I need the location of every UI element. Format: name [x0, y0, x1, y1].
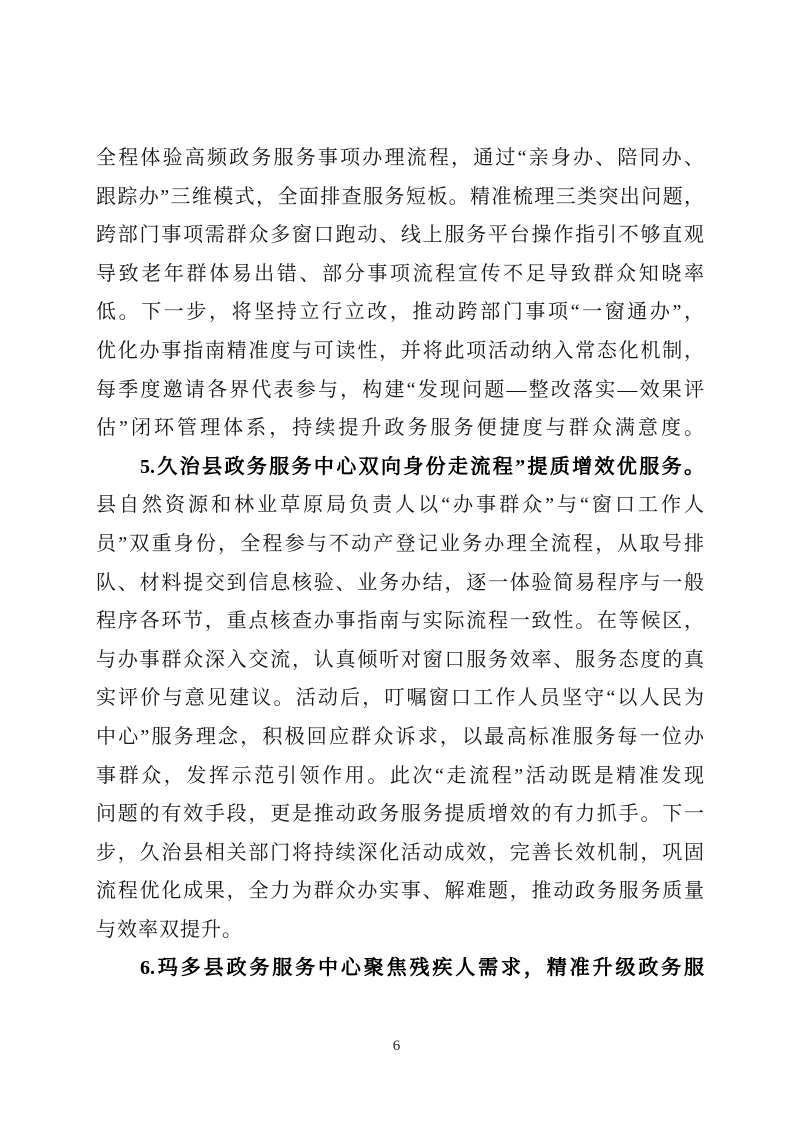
text-line: 跨部门事项需群众多窗口跑动、线上服务平台操作指引不够直观: [96, 224, 704, 247]
text-line: 实评价与意见建议。活动后，叮嘱窗口工作人员坚守“以人民为: [96, 687, 704, 710]
text-line: 与效率双提升。: [96, 918, 243, 941]
text-line: 中心”服务理念，积极回应群众诉求，以最高标准服务每一位办: [96, 725, 704, 748]
text-line: 全程体验高频政务服务事项办理流程，通过“亲身办、陪同办、: [96, 147, 704, 169]
text-line: 低。下一步，将坚持立行立改，推动跨部门事项“一窗通办”，: [96, 301, 704, 324]
text-line: 导致老年群体易出错、部分事项流程宣传不足导致群众知晓率: [96, 262, 704, 285]
text-line: 程序各环节，重点核查办事指南与实际流程一致性。在等候区，: [96, 610, 704, 633]
text-line: 跟踪办”三维模式，全面排查服务短板。精准梳理三类突出问题，: [96, 185, 704, 208]
text-line: 问题的有效手段，更是推动政务服务提质增效的有力抓手。下一: [96, 803, 704, 826]
text-line: 每季度邀请各界代表参与，构建“发现问题—整改落实—效果评: [96, 378, 704, 401]
text-line: 事群众，发挥示范引领作用。此次“走流程”活动既是精准发现: [96, 764, 704, 787]
text-line: 县自然资源和林业草原局负责人以“办事群众”与“窗口工作人: [96, 494, 704, 517]
text-line: 估”闭环管理体系，持续提升政务服务便捷度与群众满意度。: [96, 417, 704, 440]
section-heading: 5.久治县政务服务中心双向身份走流程”提质增效优服务。: [140, 455, 704, 478]
text-line: 优化办事指南精准度与可读性，并将此项活动纳入常态化机制，: [96, 339, 704, 362]
document-body: [96, 139, 704, 988]
text-line: 步，久治县相关部门将持续深化活动成效，完善长效机制，巩固: [96, 841, 704, 864]
page-number: 6: [392, 1038, 401, 1054]
text-line: 与办事群众深入交流，认真倾听对窗口服务效率、服务态度的真: [96, 648, 704, 671]
section-heading: 6.玛多县政务服务中心聚焦残疾人需求，精准升级政务服: [140, 957, 704, 980]
text-line: 流程优化成果，全力为群众办实事、解难题，推动政务服务质量: [96, 880, 704, 903]
text-line: 员”双重身份，全程参与不动产登记业务办理全流程，从取号排: [96, 532, 704, 555]
text-line: 队、材料提交到信息核验、业务办结，逐一体验简易程序与一般: [96, 571, 704, 594]
